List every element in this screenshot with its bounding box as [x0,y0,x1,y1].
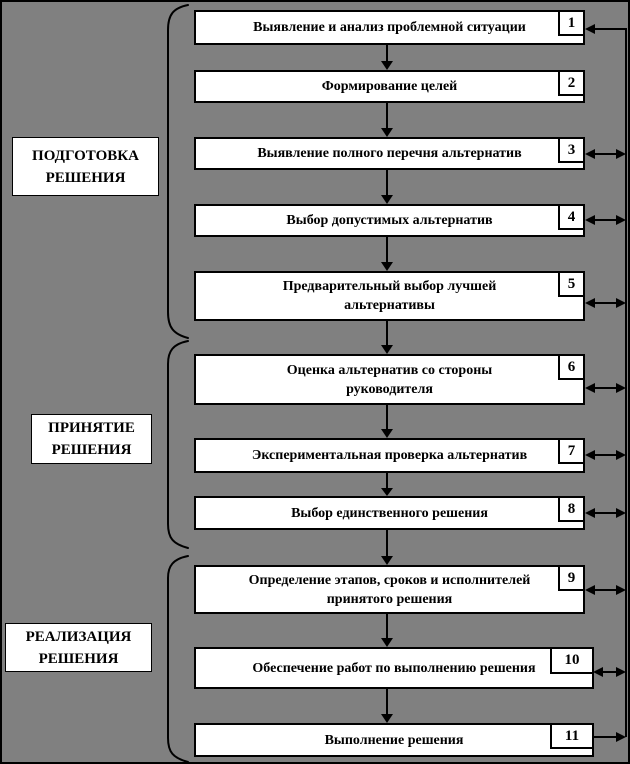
flow-box-11 [194,723,594,757]
flow-box-10 [194,647,594,689]
flow-box-7 [194,438,585,473]
box-label: Выбор допустимых альтернатив [286,213,493,228]
box-label: Обеспечение работ по выполнению решения [252,660,536,676]
box-number: 8 [558,496,585,522]
box-label: Формирование целей [321,79,458,94]
brace-adoption-stage [168,341,188,548]
flow-box-9 [194,565,585,614]
box-label: Выбор единственного решения [291,505,488,521]
box-label: альтернативы [344,298,435,313]
box-label: Определение этапов, сроков и исполнителей [248,572,531,588]
stage-label-text: ПОДГОТОВКА РЕШЕНИЯ [32,147,139,186]
box-label: Предварительный выбор лучшей [282,279,497,294]
flow-box-4 [194,204,585,237]
flow-box-5 [194,271,585,321]
box-number: 5 [558,271,585,297]
box-label: Выявление полного перечня альтернатив [257,146,522,161]
box-number: 6 [558,354,585,380]
box-number: 9 [558,565,585,591]
flow-box-2 [194,70,585,103]
stage-label-adoption [31,414,152,464]
box-label: руководителя [346,381,433,397]
box-label: Выполнение решения [324,732,464,748]
box-number: 11 [550,723,594,749]
flow-box-6 [194,354,585,405]
box-label: принятого решения [326,591,453,607]
stage-label-text: ПРИНЯТИЕ РЕШЕНИЯ [48,420,135,458]
brace-implementation-stage [168,556,188,762]
stage-label-preparation [12,137,159,196]
box-number: 3 [558,137,585,163]
box-number: 2 [558,70,585,96]
box-number: 1 [558,10,585,36]
box-number: 7 [558,438,585,464]
flow-box-8 [194,496,585,530]
brace-preparation-stage [168,5,188,338]
box-number: 10 [550,647,594,674]
box-label: Оценка альтернатив со стороны [286,362,493,378]
flow-box-3 [194,137,585,170]
stage-label-text: РЕАЛИЗАЦИЯ РЕШЕНИЯ [25,628,132,667]
feedback-line [594,29,626,737]
flow-box-1 [194,10,585,45]
box-label: Выявление и анализ проблемной ситуации [253,20,526,35]
box-number: 4 [558,204,585,230]
box-label: Экспериментальная проверка альтернатив [251,448,528,463]
stage-label-implementation [5,623,152,672]
